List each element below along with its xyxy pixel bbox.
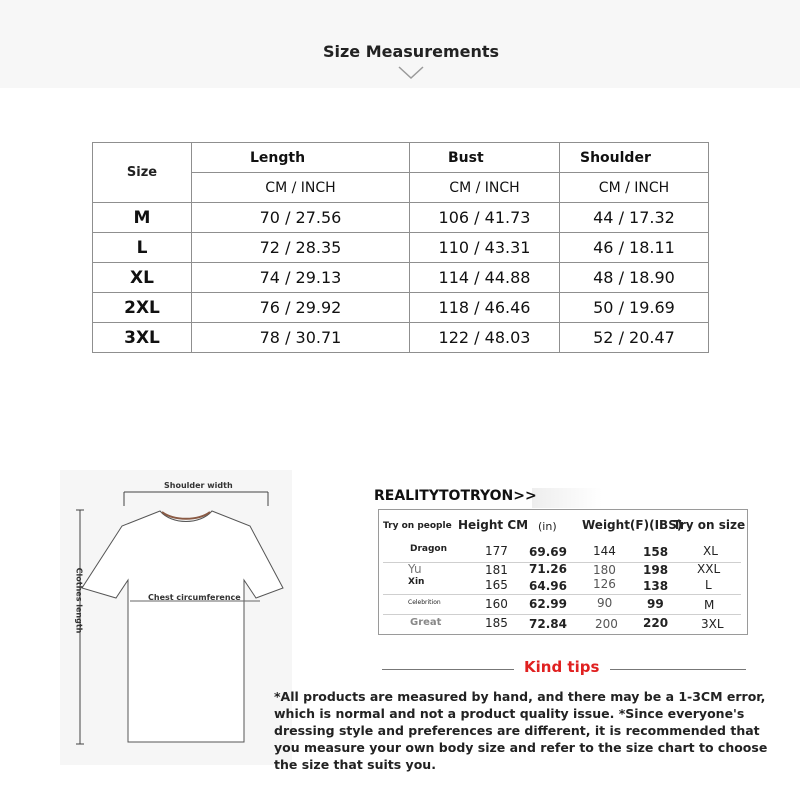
length-column-header: Length <box>192 143 410 173</box>
divider-left <box>382 669 514 670</box>
tryon-height-in: 62.99 <box>529 597 567 611</box>
table-row <box>93 293 709 323</box>
tryon-height-cm: 177 <box>485 544 508 558</box>
tryon-weight-f: 200 <box>595 617 618 631</box>
tryon-weight-lbs: 220 <box>643 616 669 630</box>
shoulder-cell: 48 / 18.90 <box>560 263 709 293</box>
tryon-person-name: Dragon <box>410 544 448 554</box>
bust-column-header: Bust <box>410 143 560 173</box>
tryon-size-header: Try on size <box>673 518 746 532</box>
tryon-weight-lbs: 99 <box>647 597 664 611</box>
shoulder-cell: 50 / 19.69 <box>560 293 709 323</box>
tryon-person-name: Xin <box>408 577 425 587</box>
table-header-row <box>93 143 709 173</box>
chest-circumference-label: Chest circumference <box>148 593 241 602</box>
tryon-height-cm: 185 <box>485 616 508 630</box>
length-cell: 78 / 30.71 <box>192 323 410 353</box>
tryon-weight-f: 126 <box>593 577 616 591</box>
tshirt-diagram <box>60 470 292 765</box>
tryon-size: XL <box>703 544 718 558</box>
tryon-weight-lbs: 198 <box>643 563 669 577</box>
bust-cell: 118 / 46.46 <box>410 293 560 323</box>
row-divider <box>383 594 741 595</box>
tryon-height-cm: 165 <box>485 578 508 592</box>
tryon-size: XXL <box>697 562 721 576</box>
table-row <box>93 233 709 263</box>
unit-label: CM / INCH <box>192 173 410 203</box>
table-row <box>93 203 709 233</box>
length-cell: 76 / 29.92 <box>192 293 410 323</box>
title-fade <box>532 488 602 508</box>
size-column-header: Size <box>93 143 192 203</box>
table-row <box>93 323 709 353</box>
tryon-size: M <box>704 598 715 612</box>
length-cell: 72 / 28.35 <box>192 233 410 263</box>
shoulder-width-label: Shoulder width <box>164 481 233 490</box>
tryon-weight-header: Weight(F)(IBS) <box>582 518 683 532</box>
tryon-title: REALITYTOTRYON>> <box>374 488 537 504</box>
bust-cell: 110 / 43.31 <box>410 233 560 263</box>
length-cell: 70 / 27.56 <box>192 203 410 233</box>
unit-label: CM / INCH <box>560 173 709 203</box>
shoulder-cell: 44 / 17.32 <box>560 203 709 233</box>
length-cell: 74 / 29.13 <box>192 263 410 293</box>
unit-label: CM / INCH <box>410 173 560 203</box>
tshirt-outline <box>82 511 283 742</box>
tryon-people-header: Try on people <box>383 521 452 531</box>
size-cell: 2XL <box>93 293 192 323</box>
tryon-size: L <box>705 578 712 592</box>
bust-cell: 106 / 41.73 <box>410 203 560 233</box>
tryon-height-in: 64.96 <box>529 579 567 593</box>
tryon-height-cm: 160 <box>485 597 508 611</box>
tryon-size: 3XL <box>701 617 724 631</box>
size-chart-table <box>92 142 709 353</box>
size-cell: L <box>93 233 192 263</box>
shoulder-cell: 46 / 18.11 <box>560 233 709 263</box>
page-title: Size Measurements <box>322 42 500 61</box>
tryon-height-in: 72.84 <box>529 617 567 631</box>
kind-tips-title: Kind tips <box>524 658 600 676</box>
divider-right <box>610 669 746 670</box>
size-cell: M <box>93 203 192 233</box>
tryon-weight-lbs: 138 <box>643 579 669 593</box>
shoulder-column-header: Shoulder <box>560 143 709 173</box>
tryon-weight-f: 90 <box>597 596 613 610</box>
tryon-person-name: Yu <box>408 562 422 576</box>
bust-cell: 122 / 48.03 <box>410 323 560 353</box>
shoulder-width-marker <box>124 492 268 506</box>
tryon-table <box>378 509 748 635</box>
row-divider <box>383 614 741 615</box>
kind-tips-text: *All products are measured by hand, and there may be a 1-3CM error, which is normal and not a product quality issue. *Since everyone's dressing style and preferences are different, it is recommended that you measure your own body size and refer to the size chart to choose the size that suits you. <box>274 689 768 772</box>
size-cell: 3XL <box>93 323 192 353</box>
tryon-height-header: Height CM <box>458 518 529 532</box>
tryon-inch-header: (in) <box>538 520 557 533</box>
clothes-length-label: Clothes length <box>74 567 84 634</box>
tryon-height-cm: 181 <box>485 563 508 577</box>
tryon-weight-lbs: 158 <box>643 545 669 559</box>
tryon-height-in: 71.26 <box>529 562 567 576</box>
tryon-weight-f: 144 <box>593 544 616 558</box>
shoulder-cell: 52 / 20.47 <box>560 323 709 353</box>
tryon-person-name: Celebrition <box>408 599 441 606</box>
tryon-person-name: Great <box>410 617 442 628</box>
bust-cell: 114 / 44.88 <box>410 263 560 293</box>
table-row <box>93 263 709 293</box>
tryon-height-in: 69.69 <box>529 545 567 559</box>
chevron-down-icon <box>398 66 424 80</box>
size-cell: XL <box>93 263 192 293</box>
tryon-weight-f: 180 <box>593 563 616 577</box>
